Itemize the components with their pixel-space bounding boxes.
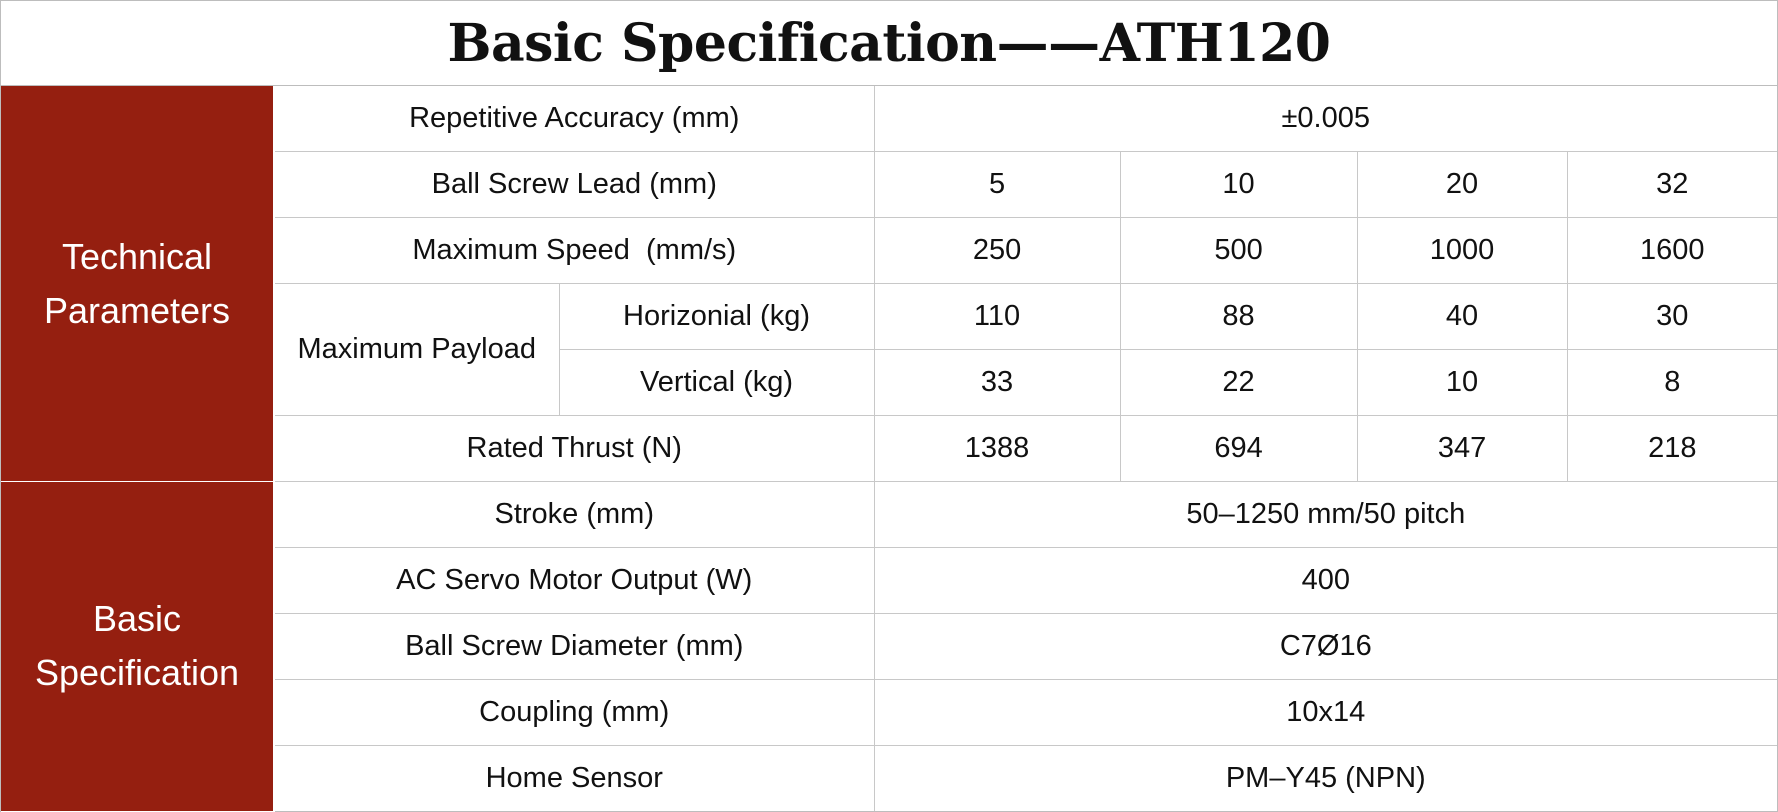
row-label: Stroke (mm)	[274, 482, 874, 548]
cell-value: 30	[1567, 284, 1777, 350]
row-value: 50–1250 mm/50 pitch	[874, 482, 1777, 548]
row-label: Repetitive Accuracy (mm)	[274, 86, 874, 152]
row-label: AC Servo Motor Output (W)	[274, 548, 874, 614]
cell-value: 1600	[1567, 218, 1777, 284]
row-label: Home Sensor	[274, 746, 874, 812]
row-label: Ball Screw Diameter (mm)	[274, 614, 874, 680]
category-basic-specification: Basic Specification	[1, 482, 274, 812]
category-technical-parameters: Technical Parameters	[1, 86, 274, 482]
spec-table	[1, 86, 1777, 812]
cell-value: 694	[1120, 416, 1357, 482]
sub-label-horizontal: Horizonial (kg)	[559, 284, 874, 350]
row-value: C7Ø16	[874, 614, 1777, 680]
row-label-maximum-payload: Maximum Payload	[274, 284, 559, 416]
cell-value: 110	[874, 284, 1120, 350]
cell-value: 5	[874, 152, 1120, 218]
cell-value: 500	[1120, 218, 1357, 284]
cell-value: 218	[1567, 416, 1777, 482]
page-title: Basic Specification——ATH120	[1, 1, 1777, 86]
cell-value: 20	[1357, 152, 1567, 218]
cell-value: 88	[1120, 284, 1357, 350]
row-value: 10x14	[874, 680, 1777, 746]
cell-value: 8	[1567, 350, 1777, 416]
row-stroke	[1, 482, 1777, 548]
row-label: Rated Thrust (N)	[274, 416, 874, 482]
row-label: Ball Screw Lead (mm)	[274, 152, 874, 218]
cell-value: 1388	[874, 416, 1120, 482]
cell-value: 1000	[1357, 218, 1567, 284]
row-value: 400	[874, 548, 1777, 614]
cell-value: 40	[1357, 284, 1567, 350]
cell-value: 10	[1357, 350, 1567, 416]
row-label: Maximum Speed (mm/s)	[274, 218, 874, 284]
row-repetitive-accuracy	[1, 86, 1777, 152]
cell-value: 10	[1120, 152, 1357, 218]
cell-value: 32	[1567, 152, 1777, 218]
cell-value: 250	[874, 218, 1120, 284]
sub-label-vertical: Vertical (kg)	[559, 350, 874, 416]
row-label: Coupling (mm)	[274, 680, 874, 746]
cell-value: 347	[1357, 416, 1567, 482]
cell-value: 33	[874, 350, 1120, 416]
cell-value: 22	[1120, 350, 1357, 416]
row-value: PM–Y45 (NPN)	[874, 746, 1777, 812]
row-value: ±0.005	[874, 86, 1777, 152]
